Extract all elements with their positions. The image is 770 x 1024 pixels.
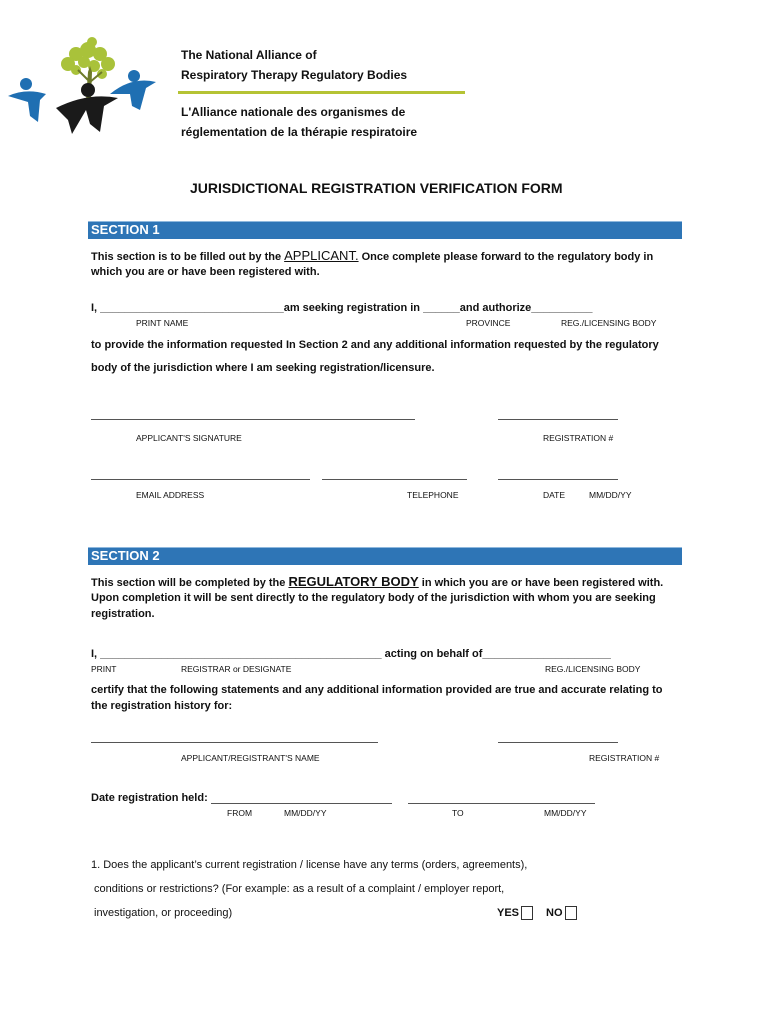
yes-option[interactable] xyxy=(497,906,533,920)
section-2-statement[interactable]: I, ______________________________________________ acting on behalf of_____________________ xyxy=(91,648,611,660)
label-date-format: MM/DD/YY xyxy=(589,490,632,500)
section-1-intro-a: This section is to be filled out by the xyxy=(91,251,282,263)
org-name-fr-line1: L'Alliance nationale des organismes de xyxy=(181,105,406,119)
label-registration-number: REGISTRATION # xyxy=(543,433,614,443)
section-1-intro-line2: which you are or have been registered with. xyxy=(91,266,320,278)
no-label: NO xyxy=(546,906,563,919)
section-1-heading: SECTION 1 xyxy=(91,222,160,237)
section-2-intro-line3: registration. xyxy=(91,608,155,620)
question-1-line2: conditions or restrictions? (For example: as a result of a complaint / employer report, xyxy=(94,883,505,895)
applicant-name-field[interactable] xyxy=(91,742,378,743)
from-date-field[interactable] xyxy=(211,803,392,804)
no-checkbox[interactable] xyxy=(565,906,577,920)
label-registrar: REGISTRAR or DESIGNATE xyxy=(181,664,292,674)
section-2-regulatory-body-emphasis: REGULATORY BODY xyxy=(288,574,419,589)
section-1-intro-b: Once complete please forward to the regulatory body in xyxy=(361,251,654,263)
registration-number-field-2[interactable] xyxy=(498,742,618,743)
label-print: PRINT xyxy=(91,664,117,674)
logo xyxy=(6,36,161,136)
certify-line2: the registration history for: xyxy=(91,700,233,712)
date-field[interactable] xyxy=(498,479,618,480)
label-reg-body-2: REG./LICENSING BODY xyxy=(545,664,641,674)
question-1-line1: 1. Does the applicant’s current registration / license have any terms (orders, agreements), xyxy=(91,859,528,871)
label-registration-number-2: REGISTRATION # xyxy=(589,753,660,763)
org-name-en-line1: The National Alliance of xyxy=(181,48,317,62)
question-1-line3: investigation, or proceeding) xyxy=(94,907,233,919)
label-to-format: MM/DD/YY xyxy=(544,808,587,818)
label-from-format: MM/DD/YY xyxy=(284,808,327,818)
label-to: TO xyxy=(452,808,464,818)
section-2-header xyxy=(88,547,682,565)
yes-label: YES xyxy=(497,906,520,919)
section-1-applicant-emphasis: APPLICANT. xyxy=(284,248,359,263)
label-email: EMAIL ADDRESS xyxy=(136,490,205,500)
label-applicant-registrant-name: APPLICANT/REGISTRANT'S NAME xyxy=(181,753,320,763)
section-2-intro-b: in which you are or have been registered with. xyxy=(421,577,664,589)
section-1-header xyxy=(88,221,682,239)
no-option[interactable] xyxy=(546,906,577,920)
label-telephone: TELEPHONE xyxy=(407,490,459,500)
section-1-intro-line1 xyxy=(91,248,653,263)
certify-line1: certify that the following statements and any additional information provided are true and accurate relating to xyxy=(91,684,663,696)
section-1-statement[interactable]: I, ______________________________am seeking registration in ______and authorize__________ xyxy=(91,302,593,314)
section-2-heading: SECTION 2 xyxy=(91,548,160,563)
label-reg-body: REG./LICENSING BODY xyxy=(561,318,657,328)
form-title: JURISDICTIONAL REGISTRATION VERIFICATION FORM xyxy=(190,180,563,196)
email-field[interactable] xyxy=(91,479,310,480)
label-province: PROVINCE xyxy=(466,318,511,328)
telephone-field[interactable] xyxy=(322,479,467,480)
section-2-intro-line1 xyxy=(91,574,663,589)
label-from: FROM xyxy=(227,808,253,818)
header-rule xyxy=(178,91,465,94)
label-date: DATE xyxy=(543,490,566,500)
to-date-field[interactable] xyxy=(408,803,595,804)
org-name-en-line2: Respiratory Therapy Regulatory Bodies xyxy=(181,68,408,82)
org-name-fr-line2: réglementation de la thérapie respiratoire xyxy=(181,125,418,139)
section-2-intro-line2: Upon completion it will be sent directly to the regulatory body of the jurisdiction with whom you are seeking xyxy=(91,592,656,604)
yes-checkbox[interactable] xyxy=(521,906,533,920)
section-1-provide-line1: to provide the information requested In Section 2 and any additional information requested by the regulatory xyxy=(91,339,659,351)
section-2-intro-a: This section will be completed by the xyxy=(91,577,286,589)
section-1-provide-line2: body of the jurisdiction where I am seeking registration/licensure. xyxy=(91,362,435,374)
date-held-label: Date registration held: xyxy=(91,792,208,804)
registration-number-field[interactable] xyxy=(498,419,618,420)
label-applicant-signature: APPLICANT'S SIGNATURE xyxy=(136,433,242,443)
label-print-name: PRINT NAME xyxy=(136,318,189,328)
signature-field[interactable] xyxy=(91,419,415,420)
